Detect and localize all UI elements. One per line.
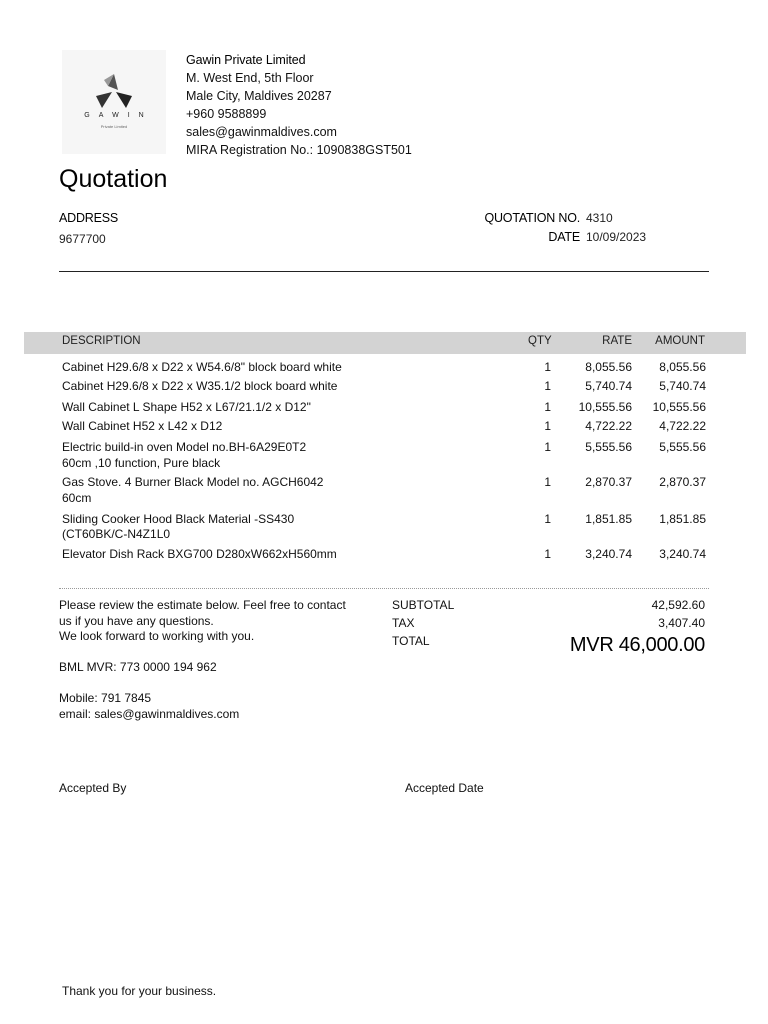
address-value: 9677700 [59, 232, 106, 246]
notes-block [59, 598, 346, 645]
document-title: Quotation [59, 165, 168, 193]
subtotal-label: SUBTOTAL [392, 598, 455, 612]
total-label: TOTAL [392, 634, 430, 648]
row-amount: 5,555.56 [659, 440, 706, 454]
row-description: Sliding Cooker Hood Black Material -SS430 [62, 512, 295, 526]
row-qty: 1 [544, 419, 551, 433]
contact-email: email: sales@gawinmaldives.com [59, 706, 240, 721]
company-address-line-2: Male City, Maldives 20287 [186, 89, 332, 103]
row-amount: 5,740.74 [659, 379, 706, 393]
row-description: Cabinet H29.6/8 x D22 x W35.1/2 block board white [62, 379, 338, 393]
tax-label: TAX [392, 616, 415, 630]
tax-value: 3,407.40 [658, 616, 705, 630]
row-qty: 1 [544, 360, 551, 374]
thank-you-note: Thank you for your business. [62, 984, 217, 998]
quotation-no-value: 4310 [586, 211, 613, 225]
company-info [186, 51, 412, 159]
company-address-line-1: M. West End, 5th Floor [186, 71, 314, 85]
totals-divider [59, 588, 709, 589]
address-label: ADDRESS [59, 211, 119, 225]
header-amount: AMOUNT [655, 335, 705, 347]
contact-block [59, 691, 239, 722]
company-phone: +960 9588899 [186, 107, 267, 121]
row-amount: 4,722.22 [659, 419, 706, 433]
quotation-no-label: QUOTATION NO. [484, 211, 580, 225]
date-value: 10/09/2023 [586, 230, 647, 244]
bank-details: BML MVR: 773 0000 194 962 [59, 660, 217, 674]
row-qty: 1 [544, 400, 551, 414]
accepted-date-label: Accepted Date [405, 781, 484, 795]
row-qty: 1 [544, 379, 551, 393]
row-description-2: 60cm ,10 function, Pure black [62, 456, 221, 470]
row-description-2: (CT60BK/C-N4Z1L0 [62, 527, 171, 541]
note-line: Please review the estimate below. Feel free to contact [59, 598, 346, 612]
company-name: Gawin Private Limited [186, 53, 306, 67]
row-rate: 5,555.56 [585, 440, 632, 454]
row-description: Cabinet H29.6/8 x D22 x W54.6/8" block board white [62, 360, 342, 374]
row-amount: 8,055.56 [659, 360, 706, 374]
row-amount: 10,555.56 [652, 400, 706, 414]
note-line: us if you have any questions. [59, 613, 214, 628]
company-email: sales@gawinmaldives.com [186, 125, 337, 139]
header-divider [59, 271, 709, 272]
row-rate: 1,851.85 [585, 512, 632, 526]
row-rate: 10,555.56 [578, 400, 632, 414]
row-description-2: 60cm [62, 491, 92, 505]
row-rate: 3,240.74 [585, 547, 632, 561]
header-description: DESCRIPTION [62, 335, 141, 347]
row-rate: 2,870.37 [585, 475, 632, 489]
row-qty: 1 [544, 547, 551, 561]
subtotal-value: 42,592.60 [651, 598, 705, 612]
row-amount: 3,240.74 [659, 547, 706, 561]
grand-total: MVR 46,000.00 [569, 634, 705, 656]
row-amount: 1,851.85 [659, 512, 706, 526]
row-description: Electric build-in oven Model no.BH-6A29E0T2 [62, 440, 307, 454]
row-qty: 1 [544, 475, 551, 489]
date-label: DATE [548, 230, 580, 244]
logo-mark-icon [88, 72, 140, 112]
row-description: Elevator Dish Rack BXG700 D280xW662xH560mm [62, 547, 337, 561]
row-rate: 5,740.74 [585, 379, 632, 393]
note-line: We look forward to working with you. [59, 629, 255, 643]
header-qty: QTY [528, 335, 552, 347]
accepted-by-label: Accepted By [59, 781, 127, 795]
logo-brand-text: GAWIN [84, 112, 153, 119]
row-description: Wall Cabinet H52 x L42 x D12 [62, 419, 223, 433]
header-rate: RATE [602, 335, 632, 347]
row-qty: 1 [544, 512, 551, 526]
row-rate: 4,722.22 [585, 419, 632, 433]
company-mira: MIRA Registration No.: 1090838GST501 [186, 143, 412, 157]
row-rate: 8,055.56 [585, 360, 632, 374]
company-logo [62, 50, 166, 154]
row-description: Gas Stove. 4 Burner Black Model no. AGCH6042 [62, 475, 324, 489]
row-amount: 2,870.37 [659, 475, 706, 489]
contact-mobile: Mobile: 791 7845 [59, 691, 152, 705]
row-description: Wall Cabinet L Shape H52 x L67/21.1/2 x D12" [62, 400, 311, 414]
logo-sub-text: Private Limited [100, 124, 128, 129]
row-qty: 1 [544, 440, 551, 454]
